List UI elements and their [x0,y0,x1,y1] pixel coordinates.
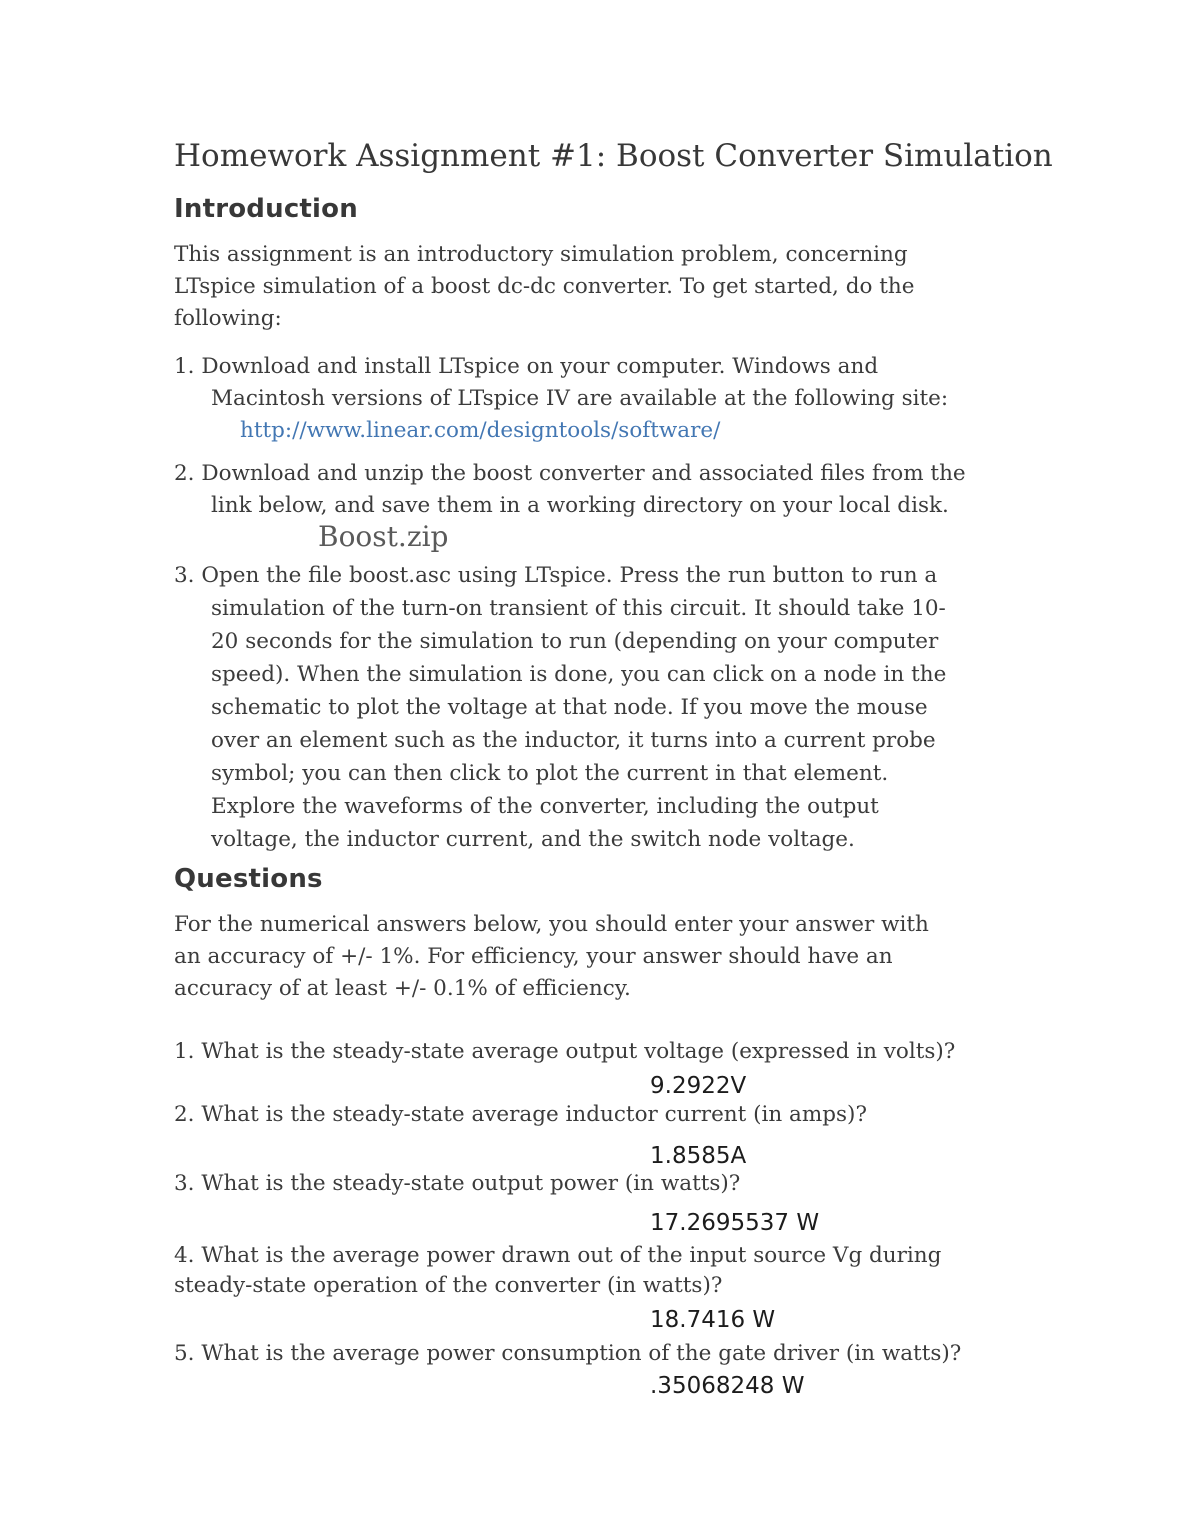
text-line: voltage, the inductor current, and the switch node voltage. [211,827,855,852]
text-line: This assignment is an introductory simulation problem, concerning [174,242,908,267]
ltspice-download-link[interactable]: http://www.linear.com/designtools/software/ [240,418,721,443]
text-line: 3. What is the steady-state output power (in watts)? [174,1171,741,1196]
text-line: steady-state operation of the converter (in watts)? [174,1273,723,1298]
text-line: 1. Download and install LTspice on your computer. Windows and [174,354,879,379]
text-line: 3. Open the file boost.asc using LTspice. Press the run button to run a [174,563,938,588]
text-line: 2. What is the steady-state average inductor current (in amps)? [174,1102,867,1127]
answer-3: 17.2695537 W [650,1210,820,1236]
question-3 [174,1168,740,1200]
answer-2: 1.8585A [650,1143,747,1169]
questions-note [174,909,929,1005]
text-line: over an element such as the inductor, it turns into a current probe [211,728,936,753]
text-line: simulation of the turn-on transient of this circuit. It should take 10- [211,596,946,621]
answer-5: .35068248 W [650,1373,805,1399]
text-line: symbol; you can then click to plot the current in that element. [211,761,889,786]
text-line: speed). When the simulation is done, you can click on a node in the [211,662,947,687]
question-1 [174,1036,955,1068]
document-title: Homework Assignment #1: Boost Converter Simulation [174,138,1053,174]
step-item-2 [174,458,966,522]
text-line: 4. What is the average power drawn out of the input source Vg during [174,1243,942,1268]
boost-zip-link[interactable]: Boost.zip [318,520,449,553]
intro-paragraph [174,239,914,335]
step-item-1 [174,351,948,447]
text-line: LTspice simulation of a boost dc-dc converter. To get started, do the [174,274,915,299]
answer-1: 9.2922V [650,1073,747,1099]
text-line: Macintosh versions of LTspice IV are available at the following site: [211,386,949,411]
introduction-heading: Introduction [174,194,358,224]
answer-4: 18.7416 W [650,1307,776,1333]
text-line: Explore the waveforms of the converter, including the output [211,794,879,819]
questions-heading: Questions [174,864,323,894]
text-line: schematic to plot the voltage at that node. If you move the mouse [211,695,928,720]
text-line: 20 seconds for the simulation to run (depending on your computer [211,629,939,654]
text-line: link below, and save them in a working directory on your local disk. [211,493,949,518]
step-item-3 [174,559,946,856]
text-line: 2. Download and unzip the boost converter and associated files from the [174,461,966,486]
text-line: 1. What is the steady-state average output voltage (expressed in volts)? [174,1039,956,1064]
text-line: following: [174,306,282,331]
question-4 [174,1241,941,1301]
text-line: an accuracy of +/- 1%. For efficiency, your answer should have an [174,944,893,969]
text-line: 5. What is the average power consumption of the gate driver (in watts)? [174,1341,962,1366]
question-2 [174,1099,867,1131]
text-line: For the numerical answers below, you should enter your answer with [174,912,929,937]
text-line: accuracy of at least +/- 0.1% of efficiency. [174,976,631,1001]
question-5 [174,1338,961,1370]
